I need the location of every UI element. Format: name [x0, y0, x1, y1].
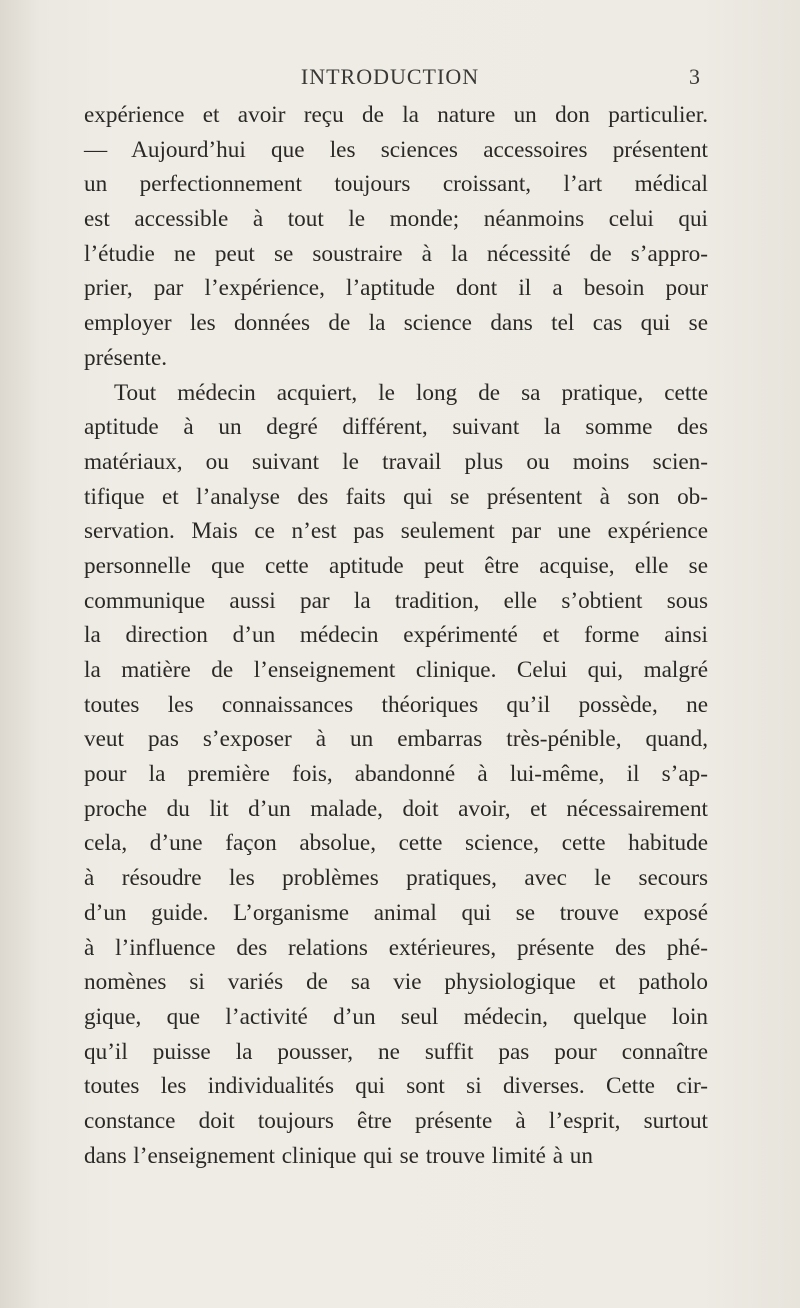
- text-line: toutes les individualités qui sont si diverses. Cette cir-: [84, 1073, 708, 1100]
- text-line: expérience et avoir reçu de la nature un don particulier.: [84, 102, 708, 128]
- text-line: aptitude à un degré différent, suivant la somme des: [84, 414, 708, 441]
- text-line: nomènes si variés de sa vie physiologique et patholo: [84, 969, 708, 996]
- text-line: Tout médecin acquiert, le long de sa pratique, cette: [114, 379, 708, 406]
- text-line: employer les données de la science dans tel cas qui se: [84, 310, 708, 337]
- text-line: présente.: [84, 344, 168, 371]
- text-line: la direction d’un médecin expérimenté et forme ainsi: [84, 622, 708, 649]
- page-header: [120, 64, 700, 94]
- text-line: gique, que l’activité d’un seul médecin, quelque loin: [84, 1003, 708, 1030]
- text-line: qu’il puisse la pousser, ne suffit pas pour connaître: [84, 1038, 708, 1065]
- text-line: communique aussi par la tradition, elle s’obtient sous: [84, 587, 708, 614]
- text-line: matériaux, ou suivant le travail plus ou moins scien-: [84, 448, 708, 475]
- text-line: d’un guide. L’organisme animal qui se trouve exposé: [84, 899, 708, 926]
- running-head: INTRODUCTION: [300, 64, 480, 89]
- text-line: personnelle que cette aptitude peut être acquise, elle se: [84, 552, 708, 579]
- text-line: la matière de l’enseignement clinique. Celui qui, malgré: [84, 657, 708, 683]
- text-line: veut pas s’exposer à un embarras très-pénible, quand,: [84, 726, 708, 753]
- text-line: tifique et l’analyse des faits qui se présentent à son ob-: [84, 483, 708, 510]
- text-line: prier, par l’expérience, l’aptitude dont il a besoin pour: [84, 275, 708, 302]
- body-text: [84, 98, 708, 1173]
- text-line: constance doit toujours être présente à l’esprit, surtout: [84, 1107, 708, 1134]
- text-line: à l’influence des relations extérieures, présente des phé-: [84, 934, 708, 961]
- text-line: dans l’enseignement clinique qui se trouve limité à un: [84, 1142, 593, 1169]
- text-line: proche du lit d’un malade, doit avoir, et nécessairement: [84, 795, 708, 822]
- text-line: servation. Mais ce n’est pas seulement par une expérience: [84, 518, 708, 545]
- text-line: toutes les connaissances théoriques qu’il possède, ne: [84, 691, 708, 718]
- text-line: l’étudie ne peut se soustraire à la nécessité de s’appro-: [84, 240, 708, 267]
- text-line: cela, d’une façon absolue, cette science, cette habitude: [84, 830, 708, 857]
- text-line: à résoudre les problèmes pratiques, avec le secours: [84, 865, 708, 892]
- text-line: est accessible à tout le monde; néanmoins celui qui: [84, 206, 708, 233]
- page-number: 3: [689, 64, 700, 89]
- text-line: — Aujourd’hui que les sciences accessoires présentent: [84, 136, 708, 163]
- text-line: un perfectionnement toujours croissant, l’art médical: [84, 171, 708, 198]
- text-line: pour la première fois, abandonné à lui-même, il s’ap-: [84, 761, 708, 788]
